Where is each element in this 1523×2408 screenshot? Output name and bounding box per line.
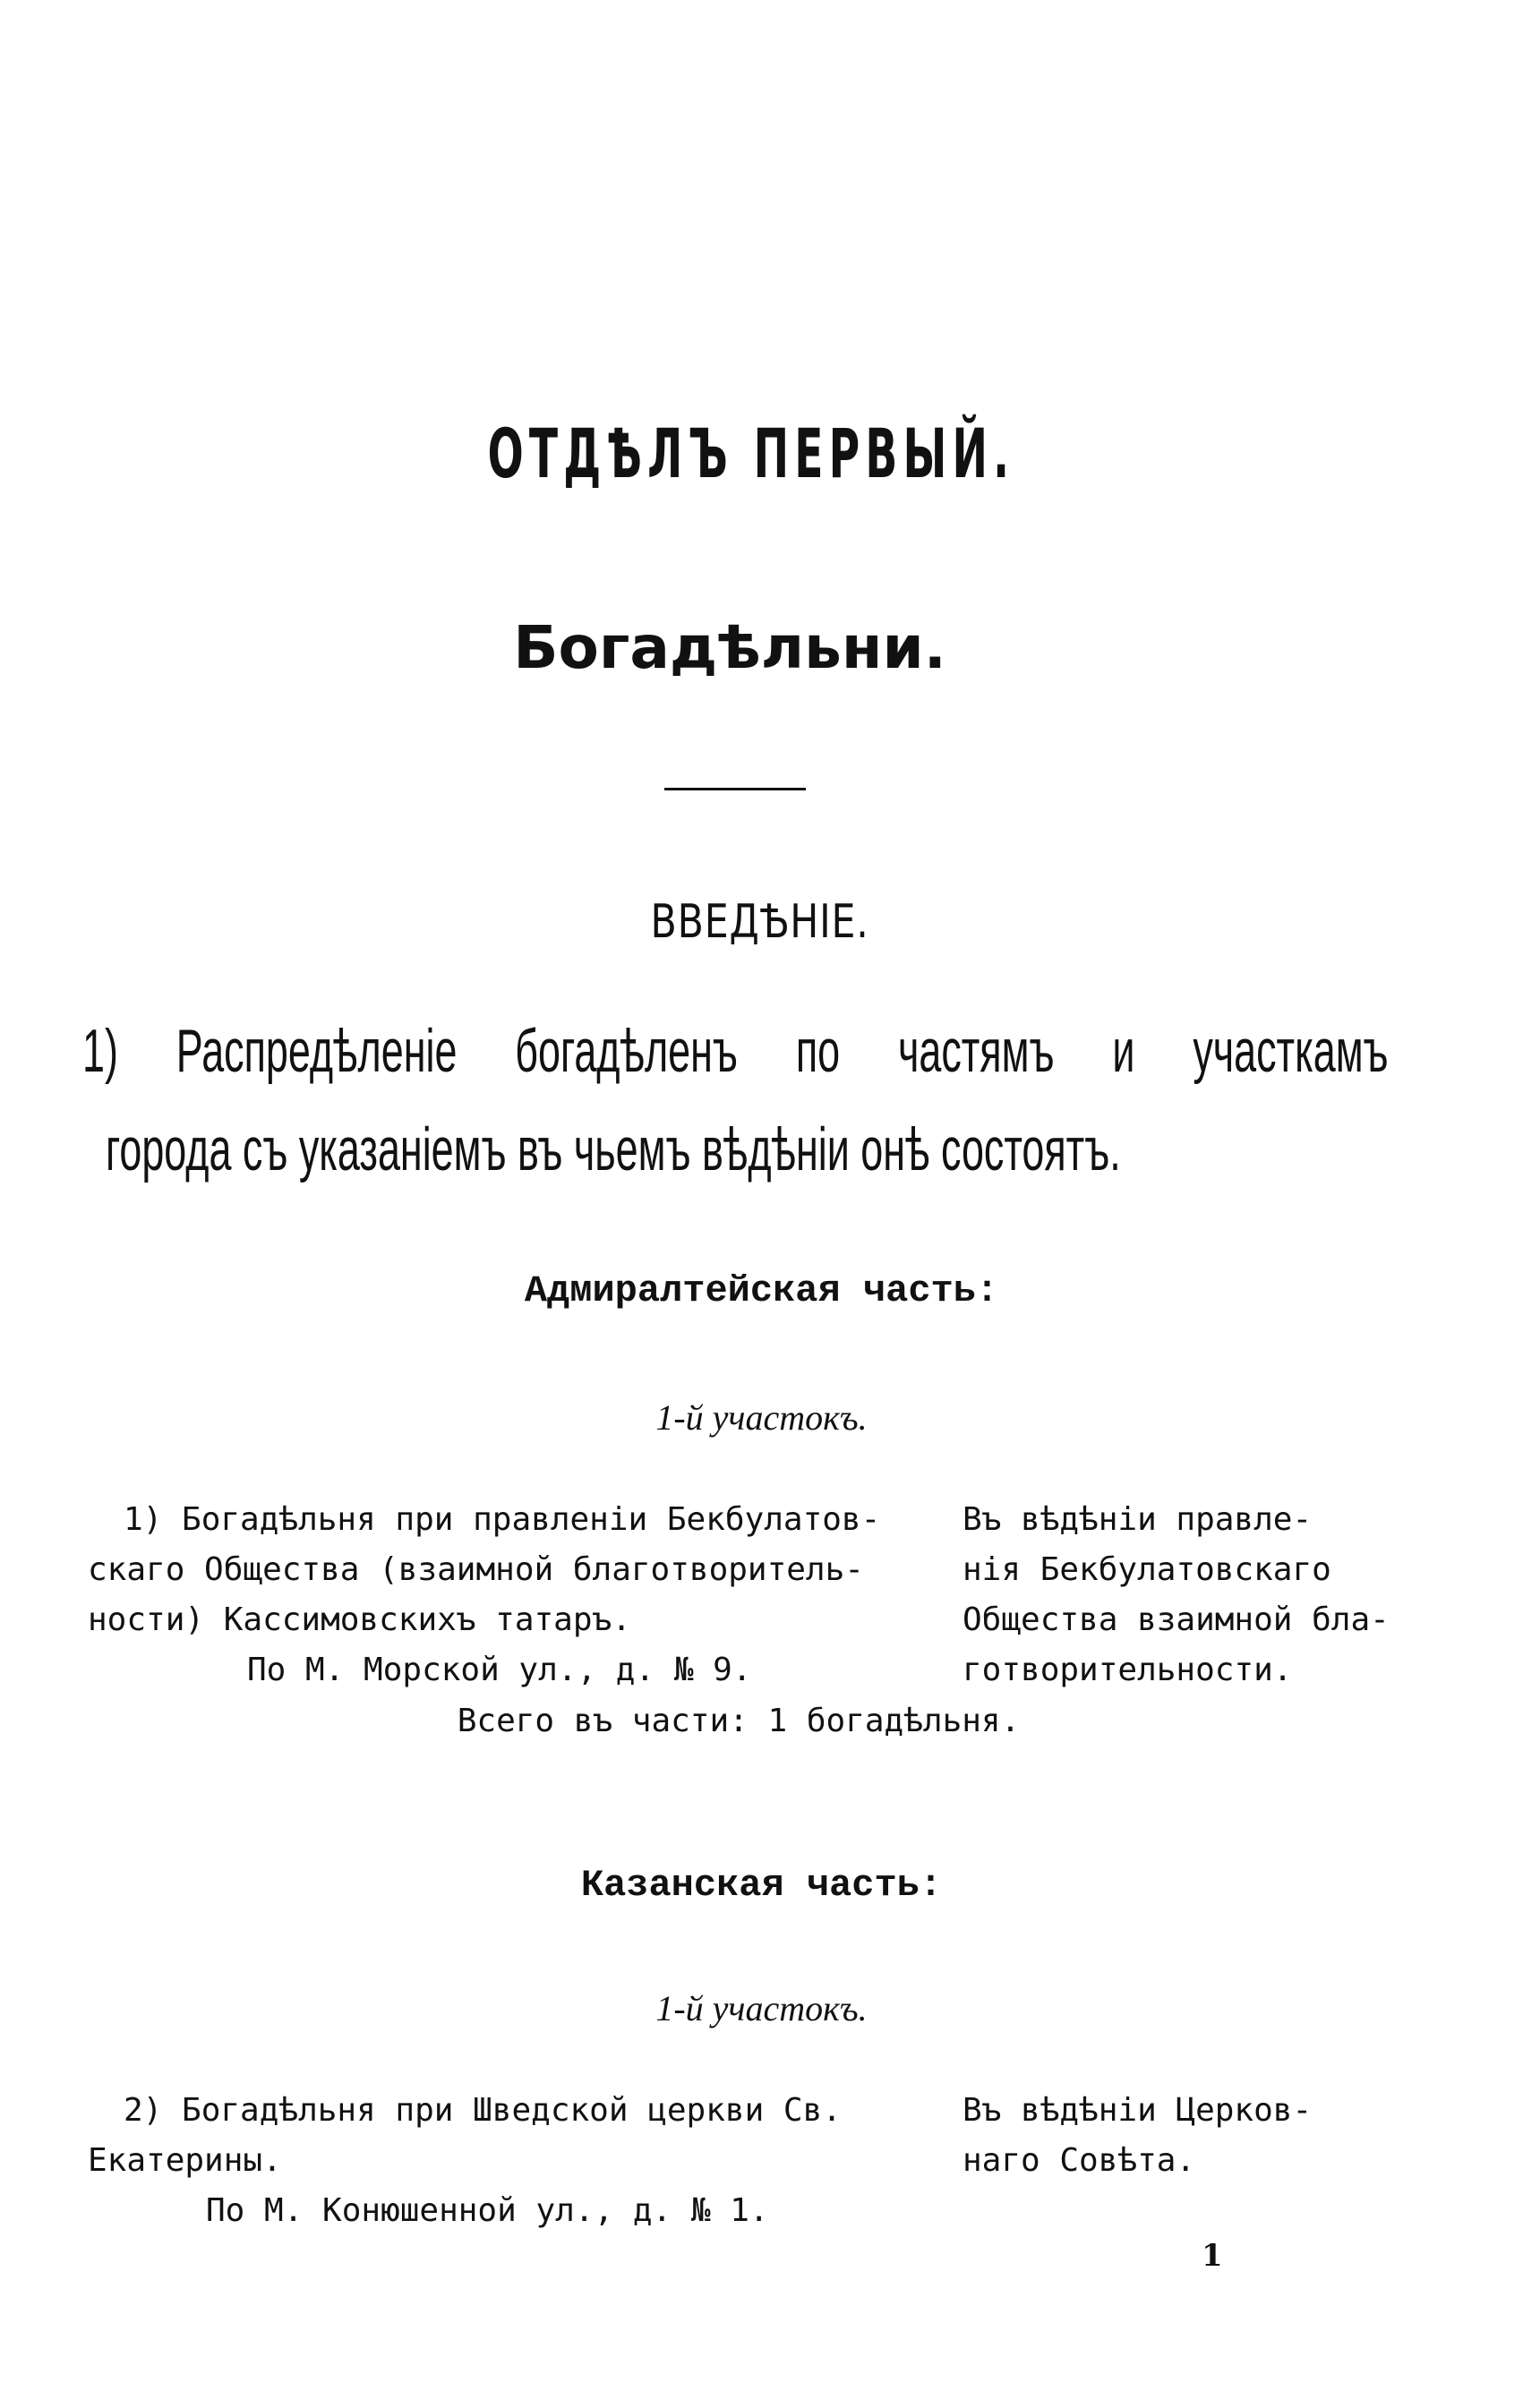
introduction-heading: ВВЕДѢНІЕ. (650, 895, 869, 949)
entry-1-administration (963, 1495, 1428, 1695)
entry-1-admin-line-4: готворительности. (963, 1652, 1293, 1688)
entry-2-address: По М. Конюшенной ул., д. № 1. (206, 2192, 769, 2229)
entry-2-administration (963, 2086, 1428, 2186)
chapter-heading-line-1: 1) Распредѣленіе богадѣленъ по частямъ и участкамъ (82, 1017, 1389, 1085)
entry-1-line-3: ности) Кассимовскихъ татаръ. (88, 1601, 631, 1638)
section-title: ОТДѢЛЪ ПЕРВЫЙ. (487, 414, 1015, 493)
entry-1-description (88, 1495, 911, 1695)
district-heading: 1-й участокъ. (655, 1397, 868, 1438)
entry-2-description (88, 2086, 894, 2236)
entry-2-line-2: Екатерины. (88, 2142, 282, 2179)
entry-1-admin-line-3: Общества взаимной бла- (963, 1601, 1390, 1638)
part-heading-kazanskaya: Казанская часть: (580, 1864, 943, 1907)
entry-1-address: По М. Морской ул., д. № 9. (247, 1652, 752, 1688)
entry-2-admin-line-1: Въ вѣдѣніи Церков- (963, 2092, 1313, 2129)
part-heading-admiralteyskaya: Адмиралтейская часть: (524, 1269, 999, 1312)
chapter-heading-line-2: города съ указаніемъ въ чьемъ вѣдѣніи онѣ состоятъ. (106, 1115, 1121, 1183)
entry-1-admin-line-1: Въ вѣдѣніи правле- (963, 1501, 1313, 1538)
entry-2-line-1: 2) Богадѣльня при Шведской церкви Св. (124, 2092, 842, 2129)
entry-1-admin-line-2: нія Бекбулатовскаго (963, 1551, 1331, 1588)
divider-rule (664, 788, 806, 790)
district-heading: 1-й участокъ. (655, 1988, 868, 2028)
entry-2-admin-line-2: наго Совѣта. (963, 2142, 1196, 2179)
entry-1-line-1: 1) Богадѣльня при правленіи Бекбулатов- (124, 1501, 881, 1538)
entry-1-line-2: скаго Общества (взаимной благотворитель- (88, 1551, 864, 1588)
part-total: Всего въ части: 1 богадѣльня. (457, 1703, 1021, 1739)
section-subtitle: Богадѣльни. (513, 613, 946, 682)
page-number: 1 (1202, 2238, 1223, 2274)
